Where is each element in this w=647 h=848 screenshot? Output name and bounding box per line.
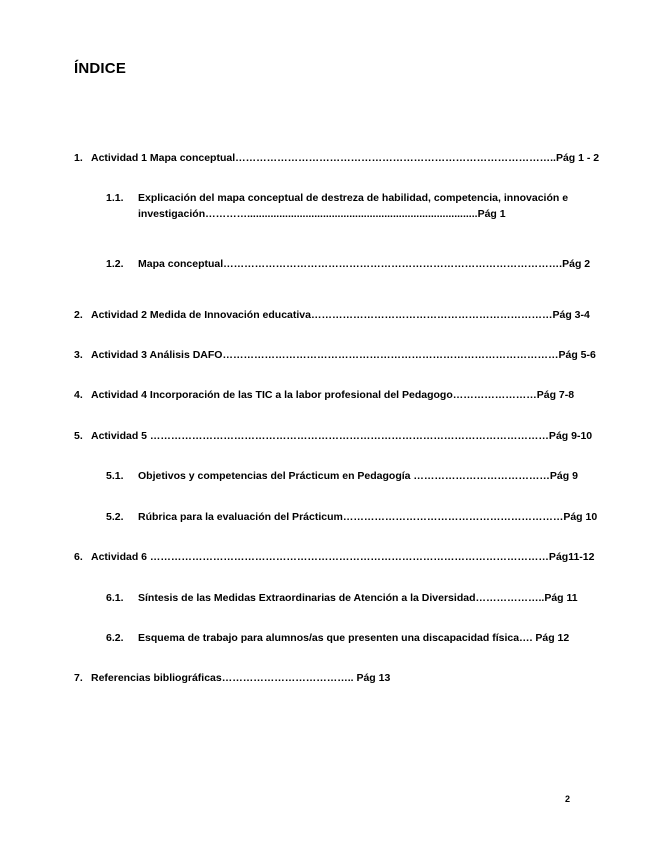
- toc-entry-text: Actividad 3 Análisis DAFO……………………………………………………………………………………Pág 5-6: [91, 349, 596, 361]
- toc-entry-1-2: [106, 256, 590, 272]
- toc-entry-5: [74, 428, 592, 444]
- toc-entry-number: 2.: [74, 309, 83, 321]
- toc-entry-number: 1.: [74, 152, 83, 164]
- index-title: ÍNDICE: [74, 60, 127, 77]
- toc-entry-number: 5.2.: [106, 511, 124, 523]
- toc-entry-number: 3.: [74, 349, 83, 361]
- toc-entry-number: 4.: [74, 389, 83, 401]
- toc-entry-5-1: [106, 468, 578, 484]
- toc-entry-text: Referencias bibliográficas……………………………….. Pág 13: [91, 672, 391, 684]
- page-number: 2: [565, 794, 571, 804]
- toc-entry-number: 7.: [74, 672, 83, 684]
- toc-entry-text: Actividad 4 Incorporación de las TIC a la labor profesional del Pedagogo……………………Pág 7-8: [91, 389, 575, 401]
- toc-entry-text: Actividad 5 ……………………………………………………………………………………………………Pág 9-10: [91, 430, 593, 442]
- toc-entry-3: [74, 347, 596, 363]
- toc-entry-6: [74, 549, 594, 565]
- toc-entry-2: [74, 307, 590, 323]
- toc-entry-text: Explicación del mapa conceptual de destreza de habilidad, competencia, innovación e: [138, 192, 569, 204]
- toc-entry-number: 5.1.: [106, 470, 124, 482]
- toc-entry-number: 6.2.: [106, 632, 124, 644]
- toc-entry-6-1: [106, 590, 578, 606]
- toc-entry-5-2: [106, 509, 597, 525]
- toc-entry-number: 1.1.: [106, 192, 124, 204]
- toc-entry-1-1: [106, 190, 568, 222]
- toc-entry-number: 6.1.: [106, 592, 124, 604]
- toc-entry-number: 1.2.: [106, 258, 124, 270]
- toc-entry-6-2: [106, 630, 569, 646]
- toc-entry-text-continued: investigación…………...............................................................................Pág 1: [138, 208, 506, 220]
- toc-entry-number: 5.: [74, 430, 83, 442]
- toc-entry-text: Rúbrica para la evaluación del Prácticum………………………………………………………Pág 10: [138, 511, 598, 523]
- toc-entry-text: Esquema de trabajo para alumnos/as que presenten una discapacidad física…. Pág 12: [138, 632, 570, 644]
- toc-entry-text: Actividad 1 Mapa conceptual………………………………………………………………………………..Pág 1 - 2: [91, 152, 600, 164]
- toc-entry-text: Objetivos y competencias del Prácticum en Pedagogía …………………………………Pág 9: [138, 470, 578, 482]
- toc-entry-1: [74, 150, 599, 166]
- toc-entry-number: 6.: [74, 551, 83, 563]
- toc-entry-text: Mapa conceptual…………………………………………………………………………………….Pág 2: [138, 258, 591, 270]
- toc-entry-text: Síntesis de las Medidas Extraordinarias de Atención a la Diversidad………………..Pág 11: [138, 592, 578, 604]
- toc-entry-4: [74, 387, 574, 403]
- toc-entry-7: [74, 670, 390, 686]
- toc-entry-text: Actividad 6 ……………………………………………………………………………………………………Pág11-12: [91, 551, 595, 563]
- toc-entry-text: Actividad 2 Medida de Innovación educativa……………………………………………………………Pág 3-4: [91, 309, 590, 321]
